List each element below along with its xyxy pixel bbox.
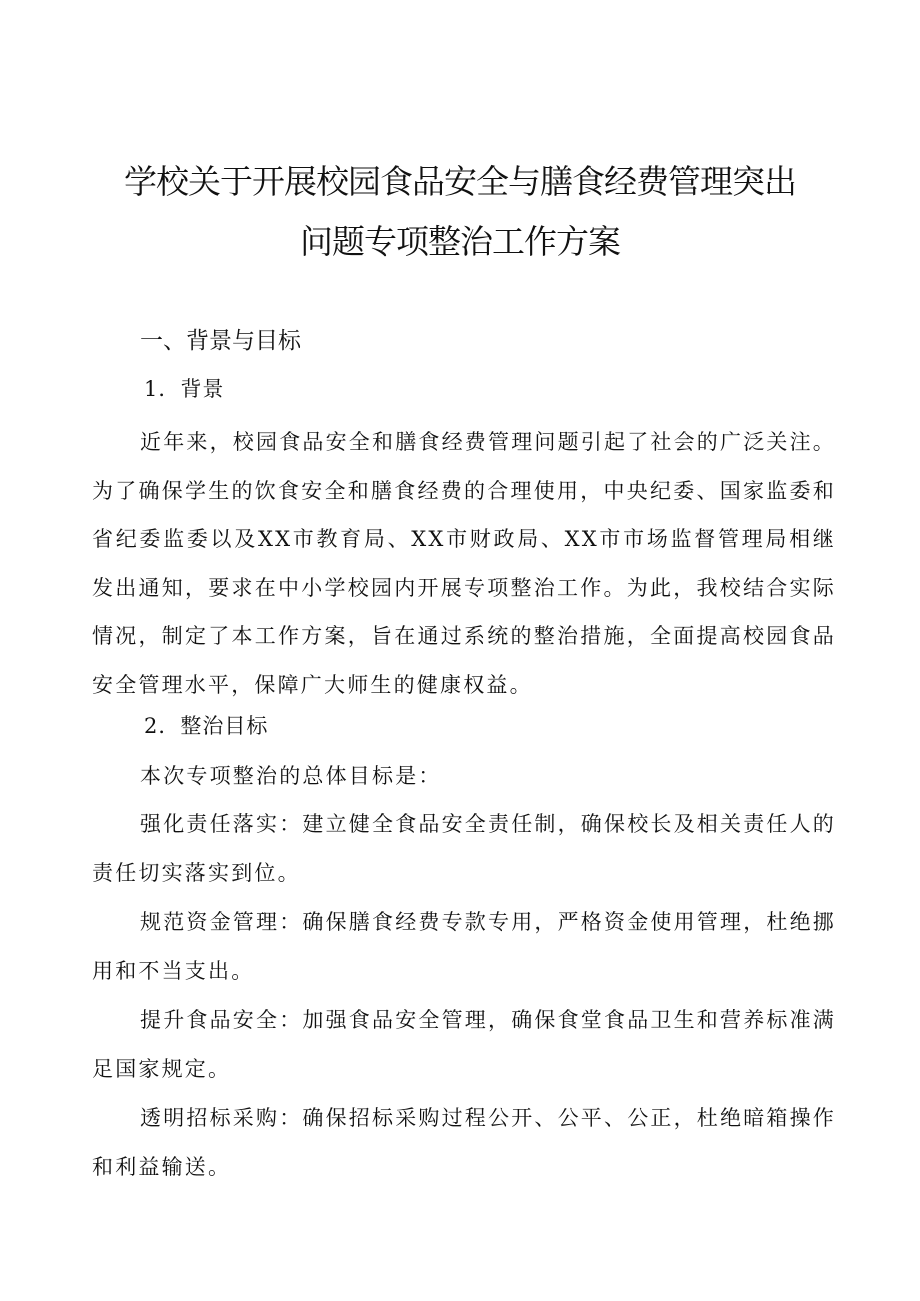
goal-paragraph-funds: 规范资金管理：确保膳食经费专款专用，严格资金使用管理，杜绝挪用和不当支出。 (92, 910, 836, 983)
subheading-goals: 2．整治目标 (144, 714, 269, 738)
goal-paragraph-food-safety: 提升食品安全：加强食品安全管理，确保食堂食品卫生和营养标准满足国家规定。 (92, 1008, 836, 1081)
document-title-line-1: 学校关于开展校园食品安全与膳食经费管理突出 (124, 162, 796, 201)
goal-paragraph-responsibility: 强化责任落实：建立健全食品安全责任制，确保校长及相关责任人的责任切实落实到位。 (92, 812, 836, 885)
goals-intro-paragraph: 本次专项整治的总体目标是： (140, 764, 442, 788)
goal-paragraph-procurement: 透明招标采购：确保招标采购过程公开、公平、公正，杜绝暗箱操作和利益输送。 (92, 1106, 836, 1179)
document-title-line-2: 问题专项整治工作方案 (300, 222, 620, 261)
section-heading-background-goals: 一、背景与目标 (140, 328, 301, 354)
subheading-background: 1．背景 (144, 377, 225, 401)
background-paragraph: 近年来，校园食品安全和膳食经费管理问题引起了社会的广泛关注。为了确保学生的饮食安全和膳食经费的合理使用，中央纪委、国家监委和省纪委监委以及XX市教育局、XX市财政局、XX市市场监督管理局相继发出通知，要求在中小学校园内开展专项整治工作。为此，我校结合实际情况，制定了本工作方案，旨在通过系统的整治措施，全面提高校园食品安全管理水平，保障广大师生的健康权益。 (92, 430, 836, 697)
